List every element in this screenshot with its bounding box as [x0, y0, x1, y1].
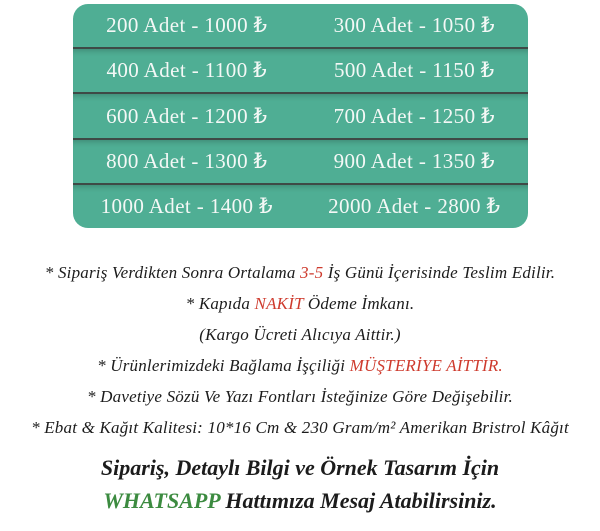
- notes-section: [0, 257, 600, 443]
- note-line: [0, 350, 600, 381]
- footer-line-1: Sipariş, Detaylı Bilgi ve Örnek Tasarım İçin: [100, 455, 500, 480]
- text-segment: * Ürünlerimizdeki Bağlama İşçiliği: [97, 356, 350, 375]
- footer-section: [0, 451, 600, 517]
- price-row: [73, 92, 528, 137]
- footer-line-2: [0, 484, 600, 517]
- price-cell: 1000 Adet - 1400 ₺: [100, 193, 273, 218]
- price-cell: 800 Adet - 1300 ₺: [106, 148, 268, 173]
- text-segment: * Ebat & Kağıt Kalitesi: 10*16 Cm & 230 Gram/m² Amerikan Bristrol Kâğıt: [31, 418, 569, 437]
- price-cell: 600 Adet - 1200 ₺: [106, 103, 268, 128]
- highlight-segment: WHATSAPP: [103, 488, 220, 513]
- text-segment: Ödeme İmkanı.: [303, 294, 415, 313]
- highlight-segment: 3-5: [300, 263, 324, 282]
- text-segment: * Sipariş Verdikten Sonra Ortalama: [44, 263, 301, 282]
- price-cell: 900 Adet - 1350 ₺: [333, 148, 495, 173]
- price-row: [73, 47, 528, 92]
- price-row: [73, 183, 528, 228]
- text-segment: İş Günü İçerisinde Teslim Edilir.: [323, 263, 556, 282]
- price-cell: 2000 Adet - 2800 ₺: [328, 193, 501, 218]
- text-segment: * Kapıda: [185, 294, 255, 313]
- note-line: [0, 288, 600, 319]
- price-cell: 500 Adet - 1150 ₺: [333, 58, 495, 83]
- note-line: [0, 381, 600, 412]
- price-row: [73, 138, 528, 183]
- price-row: [73, 4, 528, 47]
- note-line: [0, 257, 600, 288]
- text-segment: Hattımıza Mesaj Atabilirsiniz.: [219, 488, 497, 513]
- price-cell: 400 Adet - 1100 ₺: [106, 58, 268, 83]
- highlight-segment: NAKİT: [254, 294, 304, 313]
- price-table: [73, 4, 528, 228]
- text-segment: * Davetiye Sözü Ve Yazı Fontları İsteğinize Göre Değişebilir.: [87, 387, 513, 406]
- price-cell: 300 Adet - 1050 ₺: [333, 13, 495, 38]
- price-cell: 700 Adet - 1250 ₺: [333, 103, 495, 128]
- price-cell: 200 Adet - 1000 ₺: [106, 13, 268, 38]
- highlight-segment: MÜŞTERİYE AİTTİR.: [349, 356, 503, 375]
- text-segment: (Kargo Ücreti Alıcıya Aittir.): [199, 325, 401, 344]
- note-line: [0, 412, 600, 443]
- note-line: [0, 319, 600, 350]
